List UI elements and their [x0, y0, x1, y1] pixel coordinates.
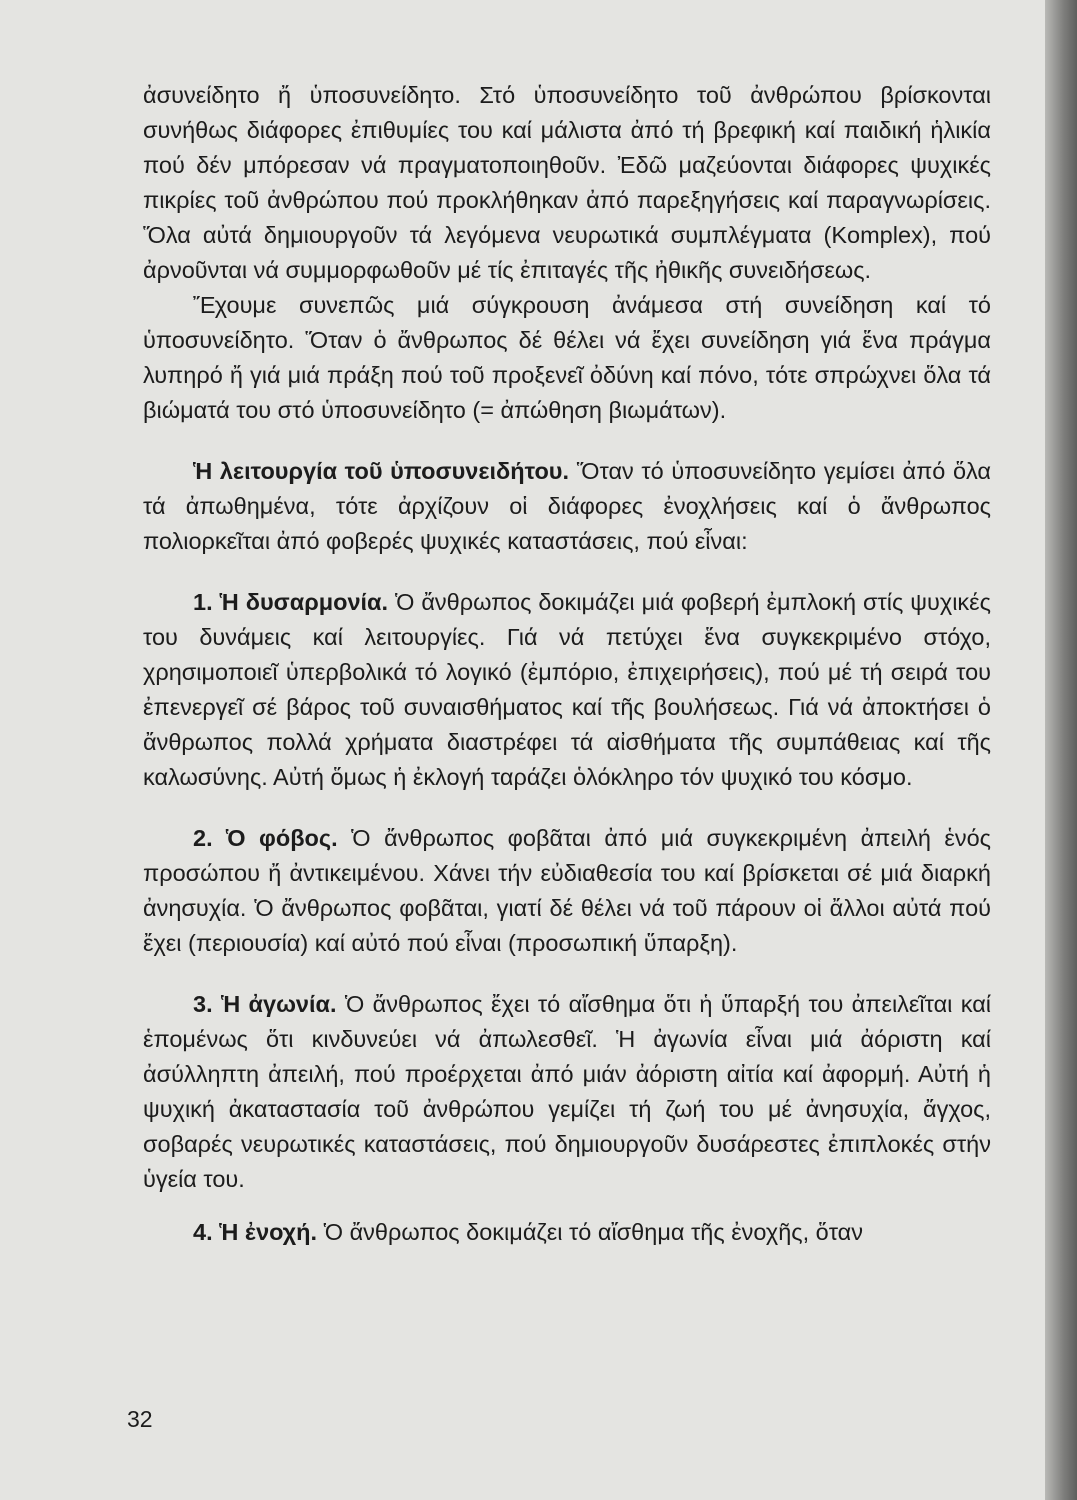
- section-heading-function: Ἡ λειτουργία τοῦ ὑποσυνειδήτου.: [193, 458, 570, 484]
- list-item-disharmony: [143, 585, 991, 795]
- paragraph-conflict: Ἔχουμε συνεπῶς μιά σύγκρουση ἀνάμεσα στή συνείδηση καί τό ὑποσυνείδητο. Ὅταν ὁ ἄνθρωπος δέ θέλει νά ἔχει συνείδηση γιά ἕνα πράγμα λυπηρό ἤ γιά μιά πράξη πού τοῦ προξενεῖ ὀδύνη καί πόνο, τότε σπρώχνει ὅλα τά βιώματά του στό ὑποσυνείδητο (= ἀπώθηση βιωμάτων).: [143, 292, 991, 423]
- list-item-fear: [143, 821, 991, 961]
- body-text: [143, 78, 991, 1250]
- paragraph-unconscious: ἀσυνείδητο ἤ ὑποσυνείδητο. Στό ὑποσυνείδητο τοῦ ἀνθρώπου βρίσκονται συνήθως διάφορες ἐπιθυμίες του καί μάλιστα ἀπό τή βρεφική καί παιδική ἡλικία πού δέν μπόρεσαν νά πραγματοποιηθοῦν. Ἐδῶ μαζεύονται διάφορες ψυχικές πικρίες τοῦ ἀνθρώπου πού προκλήθηκαν ἀπό παρεξηγήσεις καί παραγνωρίσεις. Ὅλα αὐτά δημιουργοῦν τά λεγόμενα νευρωτικά συμπλέγματα (Komplex), πού ἀρνοῦνται νά συμμορφωθοῦν μέ τίς ἐπιταγές τῆς ἠθικῆς συνειδήσεως.: [143, 82, 991, 283]
- section-body-function: Ὅταν τό ὑποσυνείδητο γεμίσει ἀπό ὅλα τά ἀπωθημένα, τότε ἀρχίζουν οἱ διάφορες ἐνοχλήσεις καί ὁ ἄνθρωπος πολιορκεῖται ἀπό φοβερές ψυχικές καταστάσεις, πού εἶναι:: [143, 458, 991, 554]
- list-item-heading: 3. Ἡ ἀγωνία.: [193, 991, 337, 1017]
- list-item-body: Ὁ ἄνθρωπος ἔχει τό αἴσθημα ὅτι ἡ ὕπαρξή του ἀπειλεῖται καί ἑπομένως ὅτι κινδυνεύει νά ἀπωλεσθεῖ. Ἡ ἀγωνία εἶναι μιά ἀόριστη καί ἀσύλληπτη ἀπειλή, πού προέρχεται ἀπό μιάν ἀόριστη αἰτία καί ἀφορμή. Αὐτή ἡ ψυχική ἀκαταστασία τοῦ ἀνθρώπου γεμίζει τή ζωή του μέ ἀνησυχία, ἄγχος, σοβαρές νευρωτικές καταστάσεις, πού δημιουργοῦν δυσάρεστες ἐπιπλοκές στήν ὑγεία του.: [143, 991, 992, 1192]
- list-item-heading: 4. Ἡ ἐνοχή.: [193, 1219, 318, 1245]
- paragraph-function: [143, 454, 991, 559]
- page-number: 32: [127, 1406, 153, 1432]
- list-item-body: Ὁ ἄνθρωπος φοβᾶται ἀπό μιά συγκεκριμένη ἀπειλή ἑνός προσώπου ἤ ἀντικειμένου. Χάνει τήν εὐδιαθεσία του καί βρίσκεται σέ μιά διαρκή ἀνησυχία. Ὁ ἄνθρωπος φοβᾶται, γιατί δέ θέλει νά τοῦ πάρουν οἱ ἄλλοι αὐτά πού ἔχει (περιουσία) καί αὐτό πού εἶναι (προσωπική ὕπαρξη).: [143, 825, 992, 956]
- list-item-anguish: [143, 987, 991, 1197]
- list-item-heading: 2. Ὁ φόβος.: [193, 825, 338, 851]
- list-item-heading: 1. Ἡ δυσαρμονία.: [193, 589, 389, 615]
- list-item-body: Ὁ ἄνθρωπος δοκιμάζει μιά φοβερή ἐμπλοκή στίς ψυχικές του δυνάμεις καί λειτουργίες. Γιά νά πετύχει ἕνα συγκεκριμένο στόχο, χρησιμοποιεῖ ὑπερβολικά τό λογικό (ἐμπόριο, ἐπιχειρήσεις), πού μέ τή σειρά του ἐπενεργεῖ σέ βάρος τοῦ συναισθήματος καί τῆς βουλήσεως. Γιά νά ἀποκτήσει ὁ ἄνθρωπος πολλά χρήματα διαστρέφει τά αἰσθήματα τῆς συμπάθειας καί τῆς καλωσύνης. Αὐτή ὅμως ἡ ἐκλογή ταράζει ὁλόκληρο τόν ψυχικό του κόσμο.: [143, 589, 991, 790]
- list-item-guilt: [143, 1215, 991, 1250]
- book-spine-shadow: [1045, 0, 1077, 1500]
- list-item-body: Ὁ ἄνθρωπος δοκιμάζει τό αἴσθημα τῆς ἐνοχῆς, ὅταν: [323, 1219, 863, 1245]
